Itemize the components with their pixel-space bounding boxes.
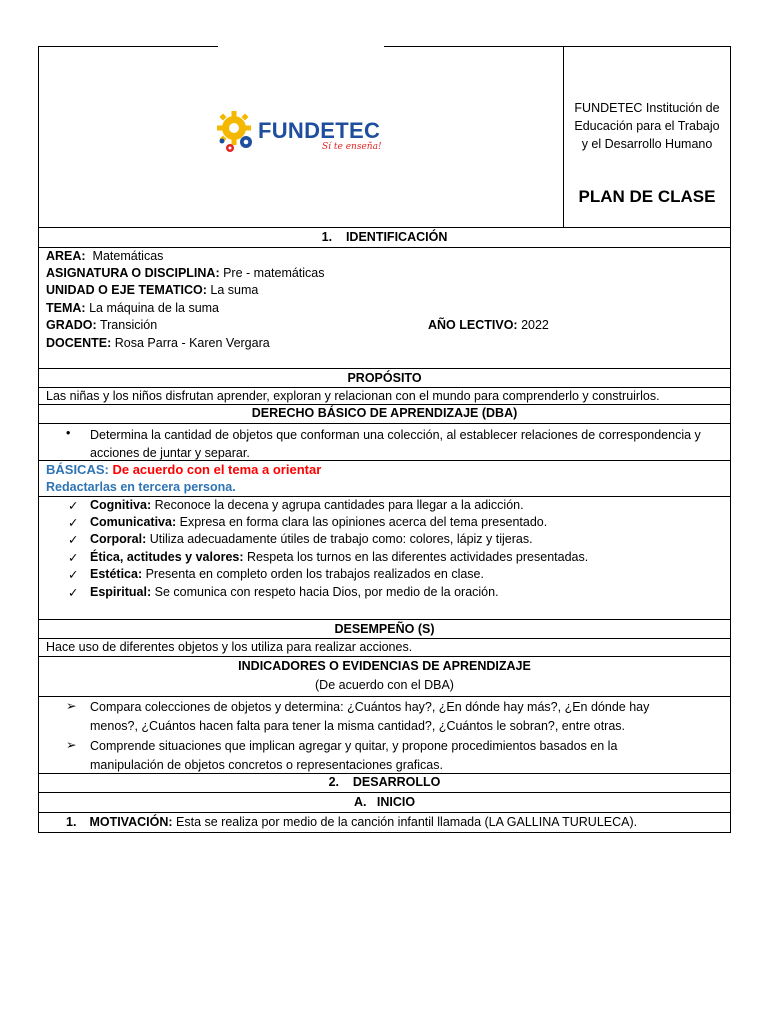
dba-heading: DERECHO BÁSICO DE APRENDIZAJE (DBA) — [251, 406, 518, 420]
desempeno-heading: DESEMPEÑO (S) — [334, 622, 435, 636]
competency-text: Se comunica con respeto hacia Dios, por medio de la oración. — [154, 585, 499, 599]
competency-item — [90, 515, 547, 529]
competency-item — [90, 567, 484, 581]
indicador-item-1: Compara colecciones de objetos y determina: ¿Cuántos hay?, ¿En dónde hay más?, ¿En dónde hay menos?, ¿Cuántos hacen falta para tener la misma cantidad?, ¿Cuántos le sobran?, entre otras. — [90, 700, 650, 733]
anio-lectivo: AÑO LECTIVO: 2022 — [428, 318, 549, 332]
asignatura-row: ASIGNATURA O DISCIPLINA: Pre - matemáticas — [46, 266, 325, 280]
check-icon: ✓ — [68, 586, 79, 600]
identificacion-heading: 1. IDENTIFICACIÓN — [321, 230, 448, 244]
desarrollo-heading: 2. DESARROLLO — [328, 775, 441, 789]
unidad-row: UNIDAD O EJE TEMATICO: La suma — [46, 283, 259, 297]
tema-row: TEMA: La máquina de la suma — [46, 301, 220, 315]
doc-title: PLAN DE CLASE — [578, 187, 716, 206]
competency-text: Utiliza adecuadamente útiles de trabajo como: colores, lápiz y tijeras. — [149, 532, 533, 546]
competency-label: Comunicativa: — [90, 515, 177, 529]
competency-label: Estética: — [90, 567, 143, 581]
dba-bullet-dot: • — [66, 426, 71, 440]
competency-text: Reconoce la decena y agrupa cantidades para llegar a la adicción. — [154, 498, 524, 512]
check-icon: ✓ — [68, 499, 79, 513]
check-icon: ✓ — [68, 516, 79, 530]
area-row: AREA: Matemáticas — [46, 249, 164, 263]
competency-label: Cognitiva: — [90, 498, 152, 512]
basicas-heading: BÁSICAS: De acuerdo con el tema a orientar — [46, 462, 322, 477]
competency-item — [90, 532, 533, 546]
arrow-icon: ➢ — [66, 738, 77, 752]
fundetec-logo — [216, 108, 391, 158]
check-icon: ✓ — [68, 568, 79, 582]
institution-name: FUNDETEC Institución de Educación para el Trabajo y el Desarrollo Humano — [574, 101, 720, 151]
indicador-item-2: Comprende situaciones que implican agregar y quitar, y propone procedimientos basados en la manipulación de objetos concretos o representaciones graficas. — [90, 739, 618, 772]
docente-row: DOCENTE: Rosa Parra - Karen Vergara — [46, 336, 270, 350]
proposito-text: Las niñas y los niños disfrutan aprender, exploran y relacionan con el mundo para comprenderlo y construirlos. — [46, 389, 660, 403]
competency-text: Presenta en completo orden los trabajos realizados en clase. — [145, 567, 484, 581]
check-icon: ✓ — [68, 533, 79, 547]
competency-item — [90, 585, 499, 599]
desempeno-text: Hace uso de diferentes objetos y los utiliza para realizar acciones. — [46, 640, 413, 654]
basicas-note: Redactarlas en tercera persona. — [46, 480, 236, 494]
logo-text: FUNDETEC — [258, 118, 381, 143]
grado-row: GRADO: Transición — [46, 318, 158, 332]
competency-label: Corporal: — [90, 532, 147, 546]
competency-text: Expresa en forma clara las opiniones acerca del tema presentado. — [179, 515, 548, 529]
competency-text: Respeta los turnos en las diferentes actividades presentadas. — [247, 550, 589, 564]
indicadores-subheading: (De acuerdo con el DBA) — [315, 678, 454, 692]
motivacion-row: 1. MOTIVACIÓN: Esta se realiza por medio de la canción infantil llamada (LA GALLINA TURULECA). — [66, 815, 638, 829]
competency-item — [90, 498, 524, 512]
logo-tagline: Sí te enseña! — [322, 142, 382, 152]
dba-text: Determina la cantidad de objetos que conforman una colección, al establecer relaciones de correspondencia y acciones de juntar y separar. — [90, 428, 701, 460]
proposito-heading: PROPÓSITO — [347, 371, 422, 385]
gear-icon — [216, 108, 262, 156]
inicio-heading: A. INICIO — [353, 795, 416, 809]
competency-label: Ética, actitudes y valores: — [90, 550, 244, 564]
competency-label: Espiritual: — [90, 585, 152, 599]
indicadores-heading: INDICADORES O EVIDENCIAS DE APRENDIZAJE — [238, 659, 531, 673]
competency-item — [90, 550, 588, 564]
check-icon: ✓ — [68, 551, 79, 565]
arrow-icon: ➢ — [66, 699, 77, 713]
